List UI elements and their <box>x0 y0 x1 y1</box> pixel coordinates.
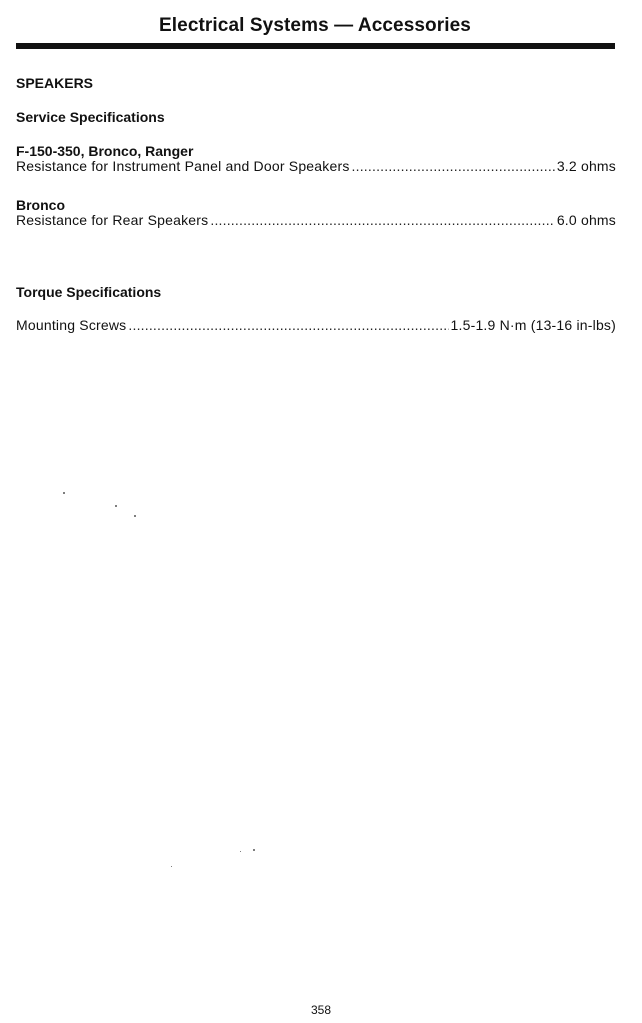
group-heading-bronco: Bronco <box>16 197 65 213</box>
dot-leader <box>352 158 555 174</box>
spec-row-rear-speakers <box>16 212 616 228</box>
spec-row-instrument-panel-door-speakers <box>16 158 616 174</box>
spec-value: 3.2 ohms <box>556 158 616 174</box>
spec-value: 1.5-1.9 N·m (13-16 in-lbs) <box>450 317 616 333</box>
scan-speck <box>63 492 65 494</box>
spec-label: Resistance for Rear Speakers <box>16 212 209 228</box>
section-title: SPEAKERS <box>16 75 94 91</box>
scan-speck <box>240 851 241 852</box>
spec-label: Mounting Screws <box>16 317 127 333</box>
dot-leader <box>128 317 448 333</box>
scan-speck <box>253 849 255 851</box>
spec-label: Resistance for Instrument Panel and Door Speakers <box>16 158 350 174</box>
spec-row-mounting-screws <box>16 317 616 333</box>
spec-value: 6.0 ohms <box>556 212 616 228</box>
header-rule <box>16 43 615 49</box>
scan-speck <box>115 505 117 507</box>
service-specifications-title: Service Specifications <box>16 109 165 125</box>
torque-specifications-title: Torque Specifications <box>16 284 162 300</box>
dot-leader <box>210 212 554 228</box>
scan-speck <box>171 866 172 867</box>
page-header-title: Electrical Systems — Accessories <box>159 15 471 36</box>
group-heading-f150-bronco-ranger: F-150-350, Bronco, Ranger <box>16 143 194 159</box>
scan-speck <box>134 515 136 517</box>
page-number: 358 <box>310 1003 332 1017</box>
